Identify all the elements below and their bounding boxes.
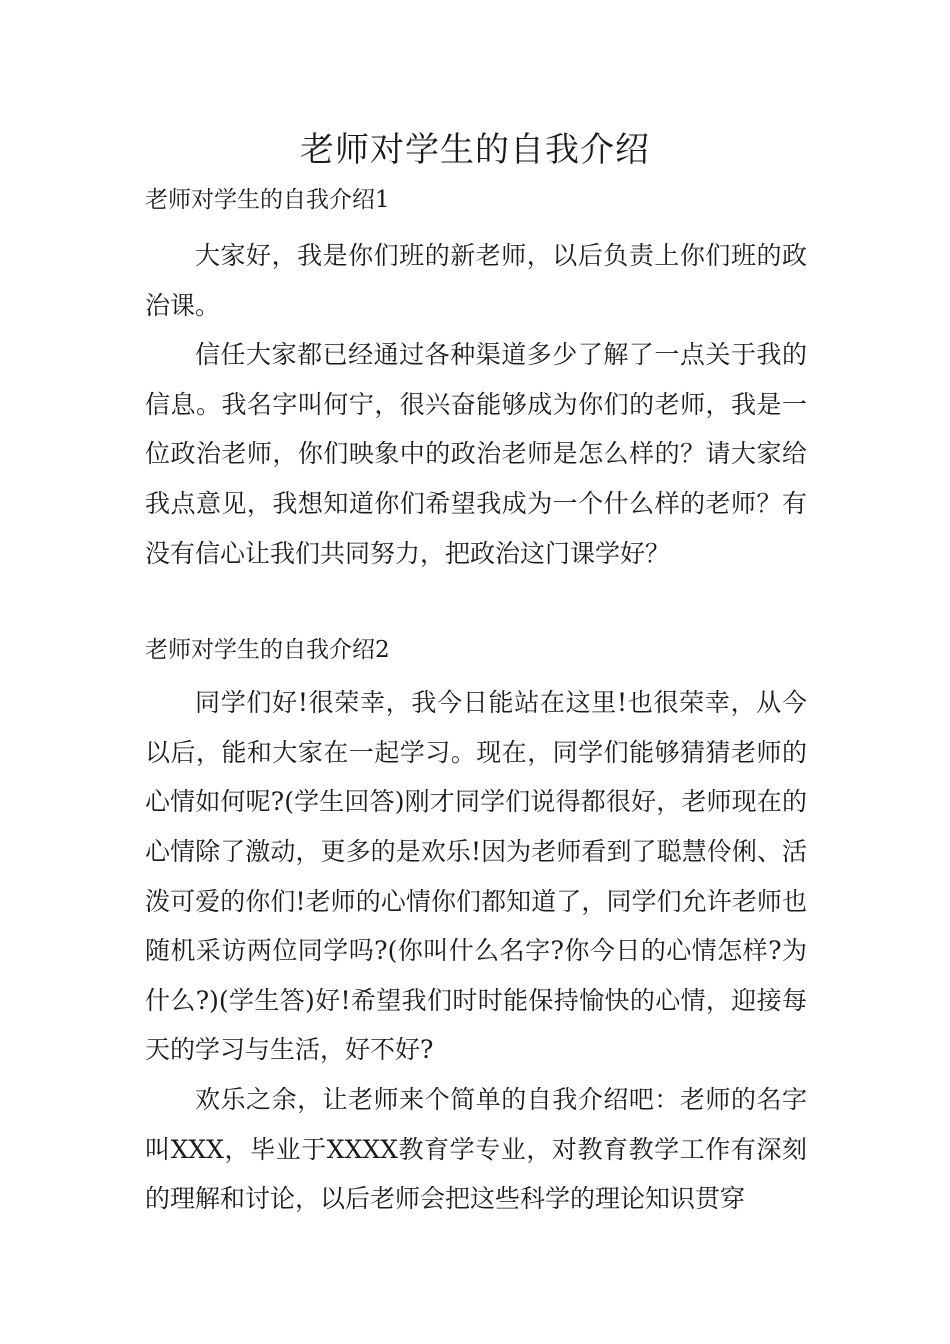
section-heading: 老师对学生的自我介绍1 xyxy=(145,187,390,213)
paragraph: 信任大家都已经通过各种渠道多少了解了一点关于我的信息。我名字叫何宁，很兴奋能够成为你们的老师，我是一位政治老师，你们映象中的政治老师是怎么样的？请大家给我点意见，我想知道你们希望我成为一个什么样的老师？有没有信心让我们共同努力，把政治这门课学好？ xyxy=(145,340,807,568)
document-title: 老师对学生的自我介绍 xyxy=(300,130,650,170)
section-spacer xyxy=(145,578,807,630)
paragraph: 欢乐之余，让老师来个简单的自我介绍吧：老师的名字叫XXX，毕业于XXXX教育学专业，对教育教学工作有深刻的理解和讨论，以后老师会把这些科学的理论知识贯穿 xyxy=(145,1084,807,1214)
section-2 xyxy=(145,630,807,1224)
section-1 xyxy=(145,180,807,578)
paragraph: 同学们好!很荣幸，我今日能站在这里!也很荣幸，从今以后，能和大家在一起学习。现在，同学们能够猜猜老师的心情如何呢?(学生回答)刚才同学们说得都很好，老师现在的心情除了激动，更多的是欢乐!因为老师看到了聪慧伶俐、活泼可爱的你们!老师的心情你们都知道了，同学们允许老师也随机采访两位同学吗?(你叫什么名字?你今日的心情怎样?为什么?)(学生答)好!希望我们时时能保持愉快的心情，迎接每天的学习与生活，好不好? xyxy=(145,688,807,1065)
section-heading: 老师对学生的自我介绍2 xyxy=(145,637,390,664)
paragraph: 大家好，我是你们班的新老师，以后负责上你们班的政治课。 xyxy=(145,241,807,320)
document-body xyxy=(145,180,807,1224)
